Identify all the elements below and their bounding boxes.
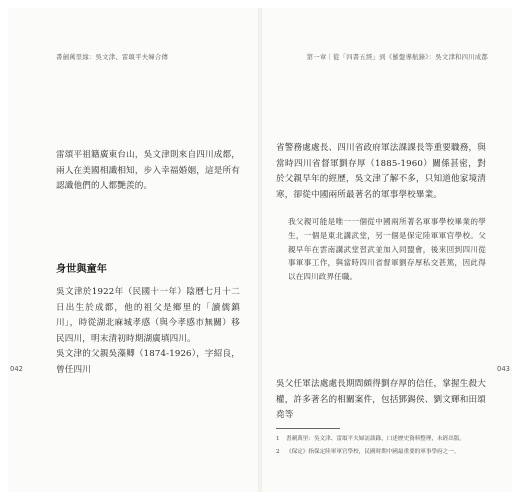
left-body-text xyxy=(56,148,240,195)
footnote-text: 《保定》指保定陸軍軍官學校，民國時期中國最重要的軍事學府之一。 xyxy=(286,448,460,455)
section-title: 身世與童年 xyxy=(56,264,107,275)
right-page-number: 043 xyxy=(497,365,510,373)
left-page-number: 042 xyxy=(10,365,23,373)
right-body-text-2 xyxy=(276,377,486,424)
footnote-text: 書劍萬里：吳文津、雷頌平夫婦訪談錄，口述歷史資料整理，未經出版。 xyxy=(286,436,466,442)
left-section-paragraph-2: 吳文津的父親吳藻卿（1874-1926），字紹良，曾任四川 xyxy=(56,349,240,375)
footnote-number: 2 xyxy=(276,448,280,455)
left-page xyxy=(8,8,260,492)
footnote xyxy=(276,448,486,458)
right-paragraph-2: 吳父任軍法處處長期間頗得劉存厚的信任，掌握生殺大權，許多著名的相關案件，包括鄧錫侯、劉文輝和田頌堯等 xyxy=(276,379,486,420)
block-quote: 我父親可能是唯一一個從中國兩所著名軍事學校畢業的學生，一個是東北講武堂，另一個是保定陸軍軍官學校。父親早年在雲南講武堂習武並加入同盟會，後來回到四川從事軍事工作，與當時四川省督軍劉存厚私交甚篤，因此得以在四川政界任職。 xyxy=(288,217,486,282)
right-paragraph-1: 省警務處處長、四川省政府軍法課課長等重要職務，與當時四川省督軍劉存厚（1885-1960）關係甚密，對於父親早年的經歷，吳文津了解不多，只知道他家境清寒，卻從中國兩所最著名的軍事學校畢業。 xyxy=(276,143,486,200)
right-page xyxy=(260,8,512,492)
footnotes xyxy=(276,435,486,460)
footnote-rule xyxy=(276,428,340,429)
right-body-text xyxy=(276,141,486,203)
left-running-header: 書劍萬里緣：吳文津、雷頌平夫婦合傳 xyxy=(56,53,169,61)
book-spread xyxy=(8,8,512,492)
left-section-body xyxy=(56,285,240,378)
left-paragraph-1: 雷頌平祖籍廣東台山，吳文津則來自四川成都，兩人在美國相識相知，步入幸福婚姻，這是所有認識他們的人都艷羨的。 xyxy=(56,150,240,191)
footnote-number: 1 xyxy=(276,436,280,442)
right-running-header: 第一章｜從「四書五經」到《羅盤導航錄》：吳文津和四川成都 xyxy=(306,53,488,61)
left-section-paragraph-1: 吳文津於1922年（民國十一年）陰曆七月十二日出生於成都，他的祖父是鄉里的「讀儒鎮川」，時從湖北麻城孝感（與今孝感市無關）移民四川，明末清初時期湖廣填四川。 xyxy=(56,287,240,344)
footnote xyxy=(276,435,486,445)
